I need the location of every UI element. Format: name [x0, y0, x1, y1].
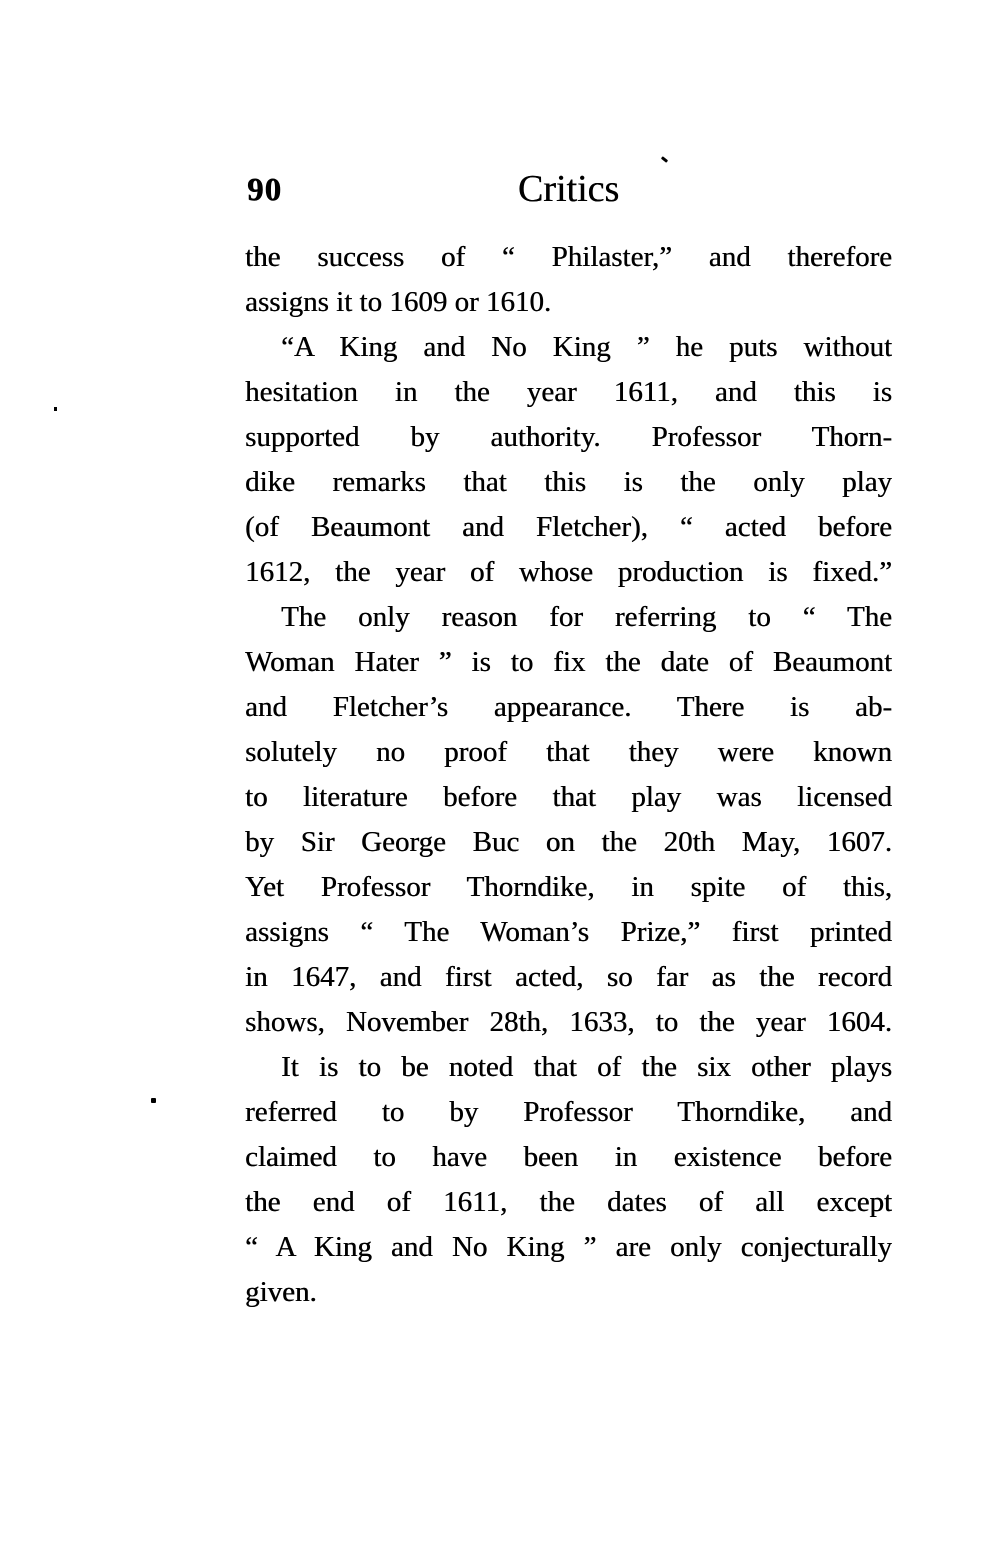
text-line: by Sir George Buc on the 20th May, 1607. [245, 826, 892, 858]
text-line: 1612, the year of whose production is fixed.” [245, 556, 892, 588]
text-line: Woman Hater ” is to fix the date of Beaumont [245, 646, 892, 678]
text-line: hesitation in the year 1611, and this is [245, 376, 892, 408]
text-line: Yet Professor Thorndike, in spite of this, [245, 871, 892, 903]
running-header [245, 158, 892, 208]
ink-speck [151, 1098, 156, 1103]
text-line: dike remarks that this is the only play [245, 466, 892, 498]
page-number: 90 [247, 172, 282, 208]
running-title: Critics [517, 168, 620, 210]
text-line: “ A King and No King ” are only conjecturally [245, 1231, 892, 1263]
text-line: in 1647, and first acted, so far as the record [245, 961, 892, 993]
text-line: solutely no proof that they were known [245, 736, 892, 768]
text-line: shows, November 28th, 1633, to the year 1604. [245, 1006, 892, 1038]
text-line: It is to be noted that of the six other plays [281, 1051, 892, 1083]
text-line: the end of 1611, the dates of all except [245, 1186, 892, 1218]
paragraph-2 [245, 325, 892, 595]
text-line: The only reason for referring to “ The [281, 601, 892, 633]
page-text [245, 235, 892, 1315]
text-line: supported by authority. Professor Thorn- [245, 421, 892, 453]
text-line: given. [245, 1276, 317, 1308]
text-line: claimed to have been in existence before [245, 1141, 892, 1173]
paragraph-4 [245, 1045, 892, 1315]
text-line: assigns it to 1609 or 1610. [245, 286, 552, 318]
paragraph-3 [245, 595, 892, 1045]
paragraph-1 [245, 235, 892, 325]
text-line: referred to by Professor Thorndike, and [245, 1096, 892, 1128]
text-line: (of Beaumont and Fletcher), “ acted before [245, 511, 892, 543]
text-line: assigns “ The Woman’s Prize,” first printed [245, 916, 892, 948]
text-line: the success of “ Philaster,” and therefore [245, 241, 892, 273]
text-line: “A King and No King ” he puts without [281, 331, 892, 363]
ink-speck [54, 407, 57, 411]
text-line: to literature before that play was licensed [245, 781, 892, 813]
text-line: and Fletcher’s appearance. There is ab- [245, 691, 892, 723]
